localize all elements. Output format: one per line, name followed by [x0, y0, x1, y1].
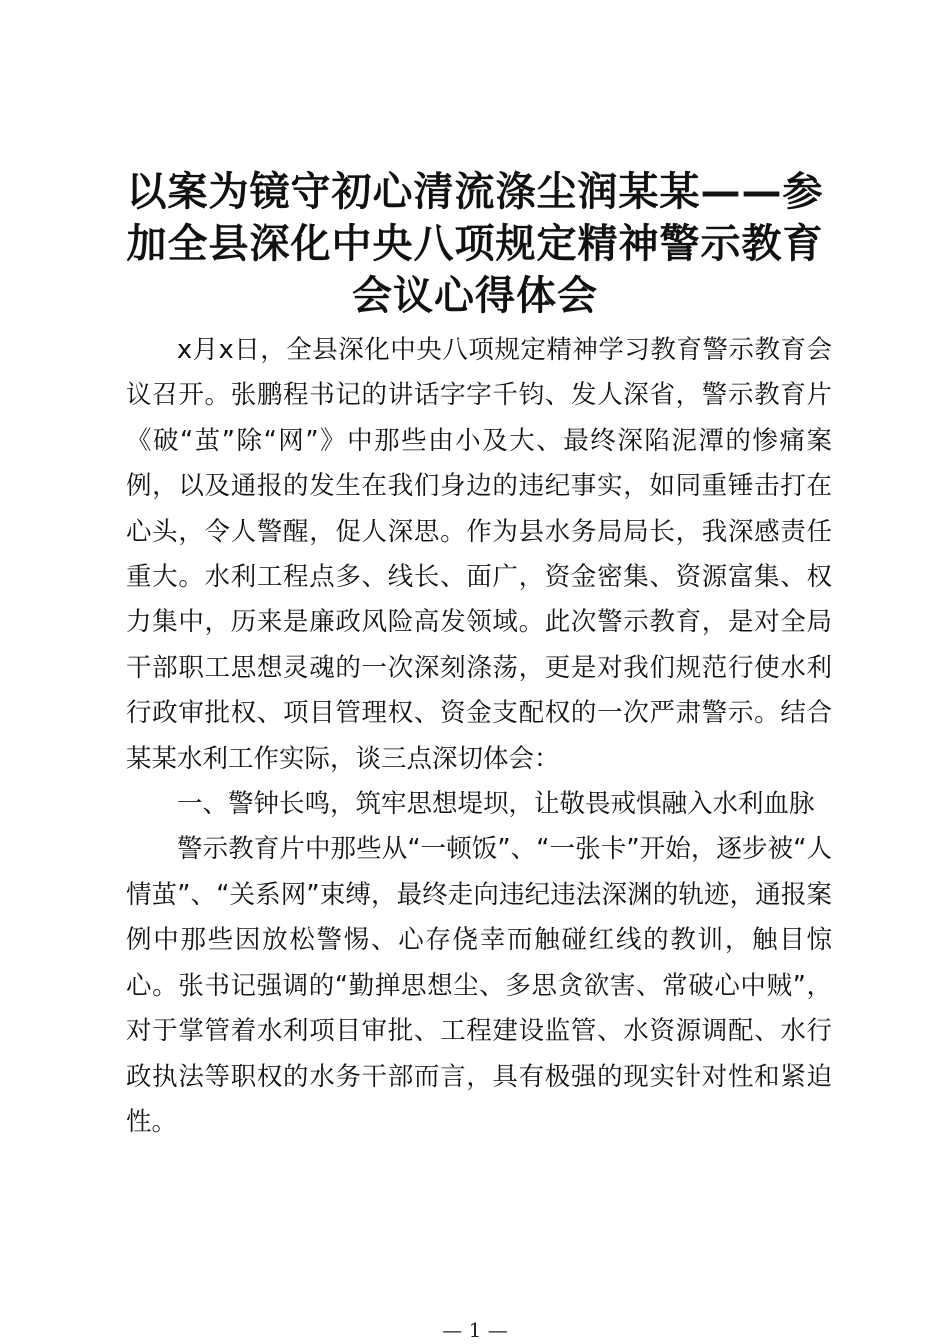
intro-paragraph: x月x日，全县深化中央八项规定精神学习教育警示教育会议召开。张鹏程书记的讲话字字千钧、发人深省，警示教育片《破“茧”除“网”》中那些由小及大、最终深陷泥潭的惨痛案例，以及通报的发生在我们身边的违纪事实，如同重锤击打在心头，令人警醒，促人深思。作为县水务局局长，我深感责任重大。水利工程点多、线长、面广，资金密集、资源富集、权力集中，历来是廉政风险高发领域。此次警示教育，是对全局干部职工思想灵魂的一次深刻涤荡，更是对我们规范行使水利行政审批权、项目管理权、资金支配权的一次严肃警示。结合某某水利工作实际，谈三点深切体会： [126, 335, 832, 774]
document-body [126, 328, 832, 1145]
document-title: 以案为镜守初心清流涤尘润某某——参加全县深化中央八项规定精神警示教育会议心得体会 [126, 169, 824, 319]
section-paragraph: 警示教育片中那些从“一顿饭”、“一张卡”开始，逐步被“人情茧”、“关系网”束缚，最终走向违纪违法深渊的轨迹，通报案例中那些因放松警惕、心存侥幸而触碰红线的教训，触目惊心。张书记强调的“勤掸思想尘、多思贪欲害、常破心中贼”，对于掌管着水利项目审批、工程建设监管、水资源调配、水行政执法等职权的水务干部而言，具有极强的现实针对性和紧迫性。 [126, 834, 832, 1137]
page-number: — 1 — [442, 1318, 508, 1342]
section-heading: 一、警钟长鸣，筑牢思想堤坝，让敬畏戒惧融入水利血脉 [177, 789, 815, 820]
